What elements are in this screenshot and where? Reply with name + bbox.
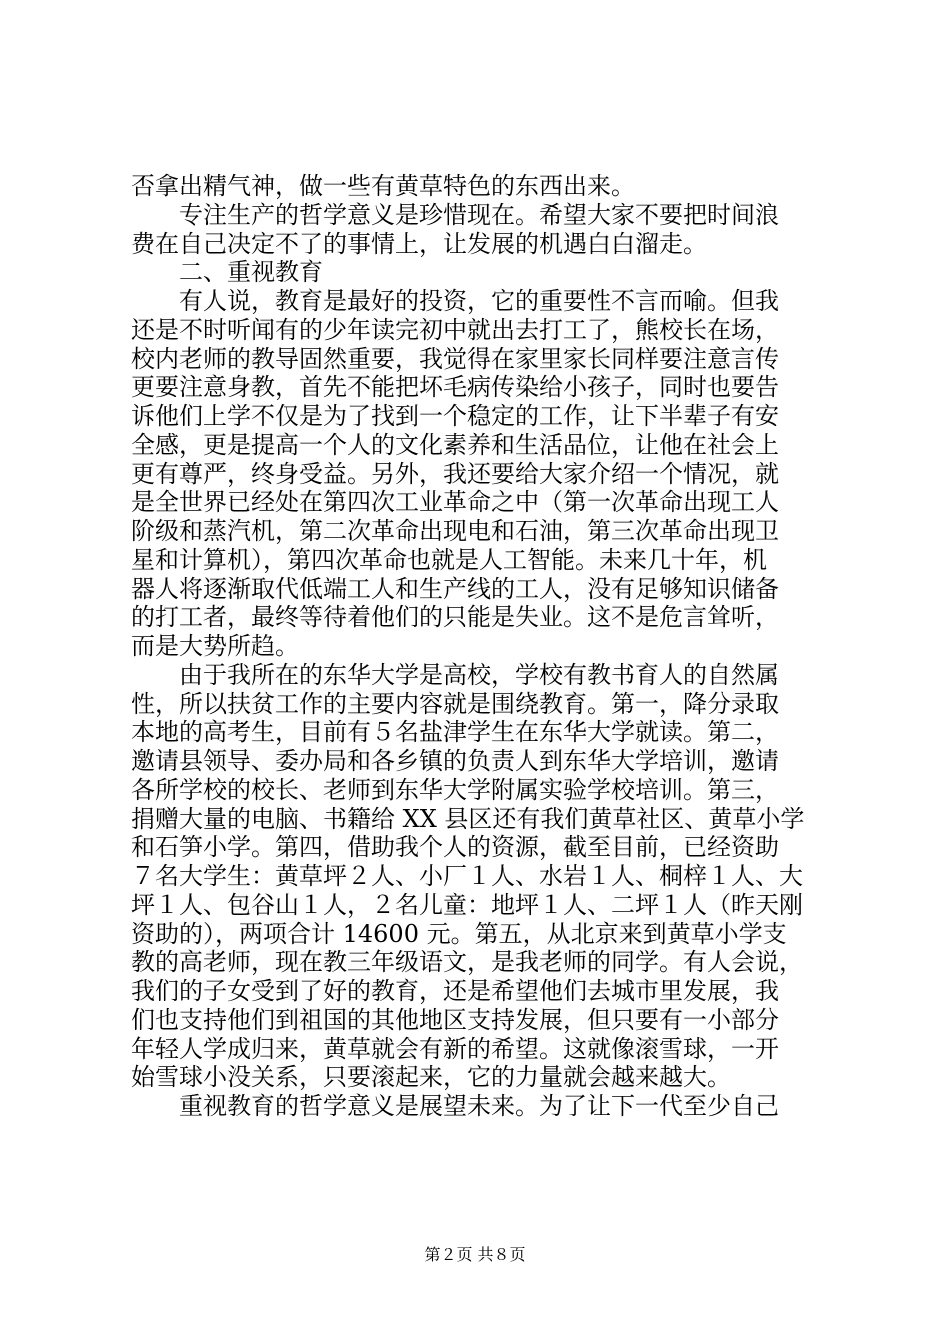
- text-line: 费在自己决定不了的事情上，让发展的机遇白白溜走。: [131, 229, 707, 258]
- text-line: 而是大势所趋。: [131, 632, 299, 660]
- text-line: 坪１人、包谷山１人，２名儿童：地坪１人、二坪１人（昨天刚: [131, 890, 803, 919]
- text-line: 本地的高考生，目前有５名盐津学生在东华大学就读。第二，: [131, 718, 779, 747]
- text-line: 年轻人学成归来，黄草就会有新的希望。这就像滚雪球，一开: [131, 1034, 779, 1063]
- text-line: 们也支持他们到祖国的其他地区支持发展，但只要有一小部分: [131, 1005, 779, 1034]
- text-line: ７名大学生：黄草坪２人、小厂１人、水岩１人、桐梓１人、大: [131, 862, 803, 890]
- text-line: 否拿出精气神，做一些有黄草特色的东西出来。: [131, 172, 635, 200]
- text-line: 教的高老师，现在教三年级语文，是我老师的同学。有人会说，: [131, 948, 803, 977]
- text-line: 全感，更是提高一个人的文化素养和生活品位，让他在社会上: [131, 430, 779, 459]
- text-line: 始雪球小没关系，只要滚起来，它的力量就会越来越大。: [131, 1063, 731, 1092]
- text-line: 星和计算机），第四次革命也就是人工智能。未来几十年，机: [131, 545, 767, 574]
- text-line: 重视教育的哲学意义是展望未来。为了让下一代至少自己: [179, 1092, 779, 1120]
- text-line: 更要注意身教，首先不能把坏毛病传染给小孩子，同时也要告: [131, 373, 779, 402]
- text-line: 性，所以扶贫工作的主要内容就是围绕教育。第一，降分录取: [131, 689, 779, 718]
- text-line: 器人将逐渐取代低端工人和生产线的工人，没有足够知识储备: [131, 574, 779, 603]
- text-line: 各所学校的校长、老师到东华大学附属实验学校培训。第三，: [131, 775, 779, 804]
- text-line: 的打工者，最终等待着他们的只能是失业。这不是危言耸听，: [131, 603, 779, 632]
- text-line: 资助的），两项合计 14600 元。第五，从北京来到黄草小学支: [131, 919, 787, 948]
- text-line: 校内老师的教导固然重要，我觉得在家里家长同样要注意言传: [131, 344, 779, 373]
- text-line: 和石笋小学。第四，借助我个人的资源，截至目前，已经资助: [131, 833, 779, 862]
- text-line: 我们的子女受到了好的教育，还是希望他们去城市里发展，我: [131, 977, 779, 1005]
- text-line: 由于我所在的东华大学是高校，学校有教书育人的自然属: [179, 660, 779, 689]
- text-line: 诉他们上学不仅是为了找到一个稳定的工作，让下半辈子有安: [131, 402, 779, 430]
- page-footer: 第２页 共８页: [424, 1245, 526, 1264]
- text-line: 邀请县领导、委办局和各乡镇的负责人到东华大学培训，邀请: [131, 747, 779, 775]
- text-line: 是全世界已经处在第四次工业革命之中（第一次革命出现工人: [131, 488, 779, 517]
- text-line: 还是不时听闻有的少年读完初中就出去打工了，熊校长在场，: [131, 315, 779, 344]
- text-line: 捐赠大量的电脑、书籍给 XX 县区还有我们黄草社区、黄草小学: [131, 804, 805, 833]
- text-line: 阶级和蒸汽机，第二次革命出现电和石油，第三次革命出现卫: [131, 517, 779, 545]
- text-line: 有人说，教育是最好的投资，它的重要性不言而喻。但我: [179, 287, 779, 315]
- section-heading: 二、重视教育: [179, 258, 323, 287]
- text-line: 专注生产的哲学意义是珍惜现在。希望大家不要把时间浪: [179, 200, 779, 229]
- document-body: [131, 172, 831, 1121]
- text-line: 更有尊严，终身受益。另外，我还要给大家介绍一个情况，就: [131, 459, 779, 488]
